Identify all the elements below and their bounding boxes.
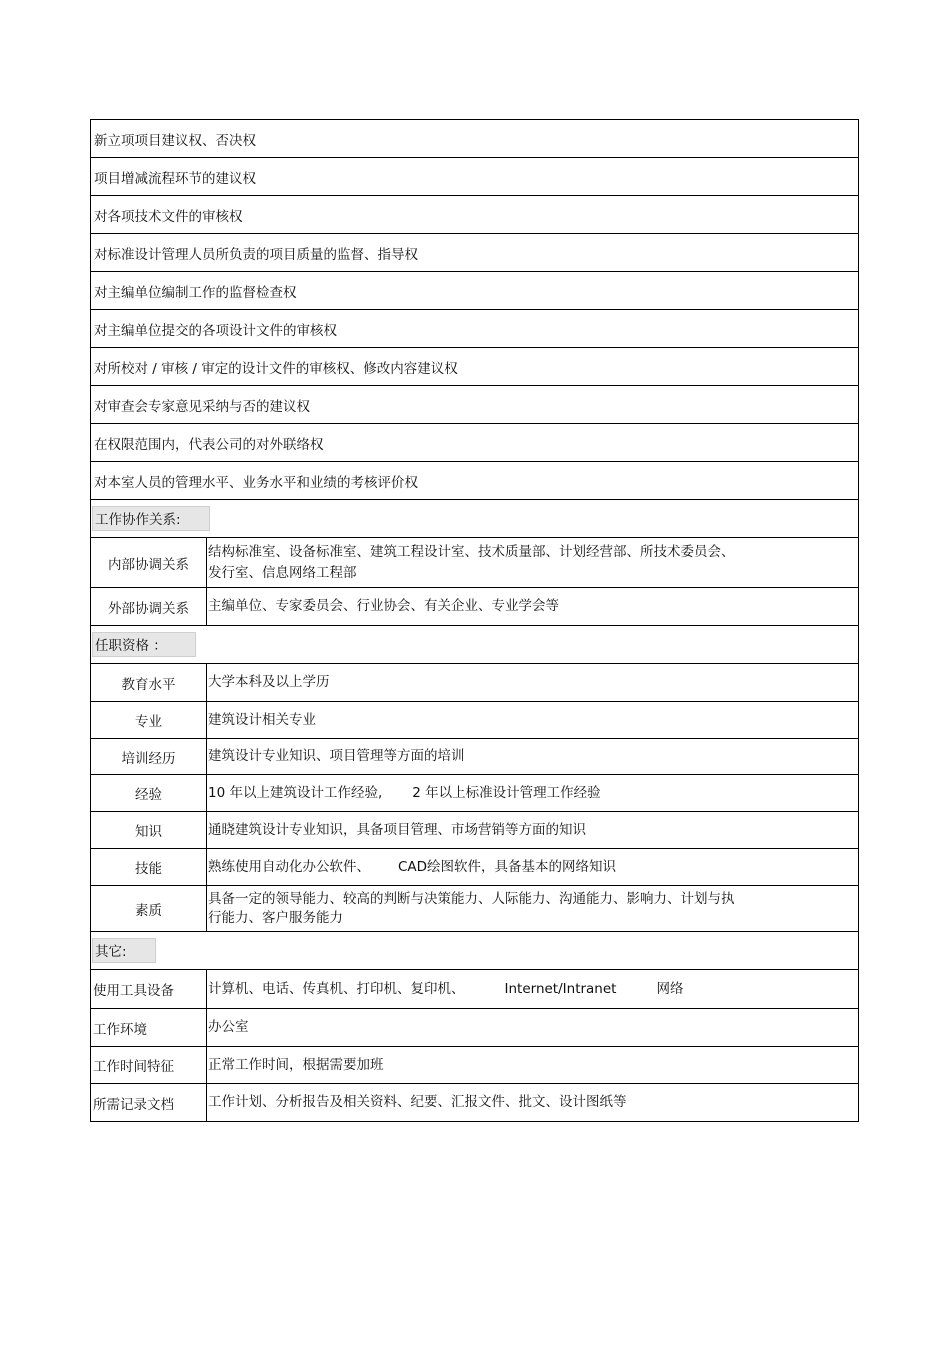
- environment-value: 办公室: [208, 1019, 249, 1036]
- documents-value: 工作计划、分析报告及相关资料、纪要、汇报文件、批文、设计图纸等: [208, 1094, 627, 1111]
- experience-row: [90, 774, 859, 811]
- quality-value: [207, 890, 858, 928]
- skills-value: [207, 857, 858, 878]
- education-value: 大学本科及以上学历: [208, 674, 330, 691]
- knowledge-value: 通晓建筑设计专业知识，具备项目管理、市场营销等方面的知识: [208, 821, 586, 838]
- internal-line-2: 发行室、信息网络工程部: [208, 564, 357, 581]
- quality-line-1: 具备一定的领导能力、较高的判断与决策能力、人际能力、沟通能力、影响力、计划与执: [208, 890, 735, 907]
- documents-row: [90, 1083, 859, 1122]
- training-value: 建筑设计专业知识、项目管理等方面的培训: [208, 748, 465, 765]
- work-time-label: 工作时间特征: [91, 1047, 207, 1083]
- major-value: 建筑设计相关专业: [208, 711, 316, 728]
- right-row: [90, 233, 859, 271]
- external-coordination-label: 外部协调关系: [91, 588, 207, 625]
- internal-coordination-value: [207, 542, 858, 584]
- training-row: [90, 738, 859, 774]
- education-label: 教育水平: [91, 664, 207, 701]
- experience-label: 经验: [91, 775, 207, 811]
- work-time-row: [90, 1046, 859, 1083]
- quality-label: 素质: [91, 886, 207, 931]
- other-section-header: [90, 931, 859, 969]
- right-row: [90, 461, 859, 499]
- environment-label: 工作环境: [91, 1009, 207, 1046]
- other-title: 其它:: [92, 938, 156, 963]
- training-label: 培训经历: [91, 739, 207, 774]
- documents-label: 所需记录文档: [91, 1084, 207, 1121]
- environment-row: [90, 1008, 859, 1046]
- cooperation-section-header: [90, 499, 859, 537]
- right-text: 对所校对 / 审核 / 审定的设计文件的审核权、修改内容建议权: [94, 360, 458, 377]
- knowledge-row: [90, 811, 859, 848]
- right-text: 在权限范围内，代表公司的对外联络权: [94, 436, 324, 453]
- external-coordination-row: [90, 587, 859, 625]
- internal-coordination-row: [90, 537, 859, 587]
- right-text: 对标准设计管理人员所负责的项目质量的监督、指导权: [94, 246, 418, 263]
- experience-text-1: 10 年以上建筑设计工作经验,: [208, 784, 383, 801]
- right-text: 对各项技术文件的审核权: [94, 208, 243, 225]
- work-time-value: 正常工作时间，根据需要加班: [208, 1056, 384, 1073]
- experience-value: [207, 783, 858, 804]
- tools-text-3: 网络: [656, 980, 684, 997]
- right-row: [90, 423, 859, 461]
- right-row: [90, 157, 859, 195]
- right-row: [90, 309, 859, 347]
- right-row: [90, 119, 859, 157]
- qualifications-title: 任职资格 ：: [92, 632, 196, 657]
- tools-label: 使用工具设备: [91, 970, 207, 1008]
- internal-coordination-label: 内部协调关系: [91, 538, 207, 587]
- tools-text-2: Internet/Intranet: [504, 980, 617, 997]
- external-coordination-value: 主编单位、专家委员会、行业协会、有关企业、专业学会等: [208, 598, 559, 615]
- knowledge-label: 知识: [91, 812, 207, 848]
- right-text: 对本室人员的管理水平、业务水平和业绩的考核评价权: [94, 474, 418, 491]
- quality-line-2: 行能力、客户服务能力: [208, 909, 343, 926]
- right-row: [90, 347, 859, 385]
- major-row: [90, 701, 859, 738]
- experience-text-2: 2 年以上标准设计管理工作经验: [412, 784, 601, 801]
- major-label: 专业: [91, 702, 207, 738]
- right-text: 对审查会专家意见采纳与否的建议权: [94, 398, 310, 415]
- right-row: [90, 195, 859, 233]
- internal-line-1: 结构标准室、设备标准室、建筑工程设计室、技术质量部、计划经营部、所技术委员会、: [208, 543, 735, 560]
- tools-value: [207, 979, 858, 1000]
- cooperation-title: 工作协作关系:: [92, 506, 210, 531]
- right-row: [90, 271, 859, 309]
- quality-row: [90, 885, 859, 931]
- qualifications-section-header: [90, 625, 859, 663]
- right-text: 对主编单位提交的各项设计文件的审核权: [94, 322, 337, 339]
- skills-text-2: CAD绘图软件，具备基本的网络知识: [398, 858, 617, 875]
- education-row: [90, 663, 859, 701]
- skills-text-1: 熟练使用自动化办公软件、: [208, 858, 370, 875]
- right-text: 项目增减流程环节的建议权: [94, 170, 256, 187]
- tools-text-1: 计算机、电话、传真机、打印机、复印机、: [208, 980, 465, 997]
- right-row: [90, 385, 859, 423]
- skills-label: 技能: [91, 849, 207, 885]
- right-text: 对主编单位编制工作的监督检查权: [94, 284, 297, 301]
- tools-row: [90, 969, 859, 1008]
- job-description-table: [90, 119, 859, 1122]
- right-text: 新立项项目建议权、否决权: [94, 132, 256, 149]
- skills-row: [90, 848, 859, 885]
